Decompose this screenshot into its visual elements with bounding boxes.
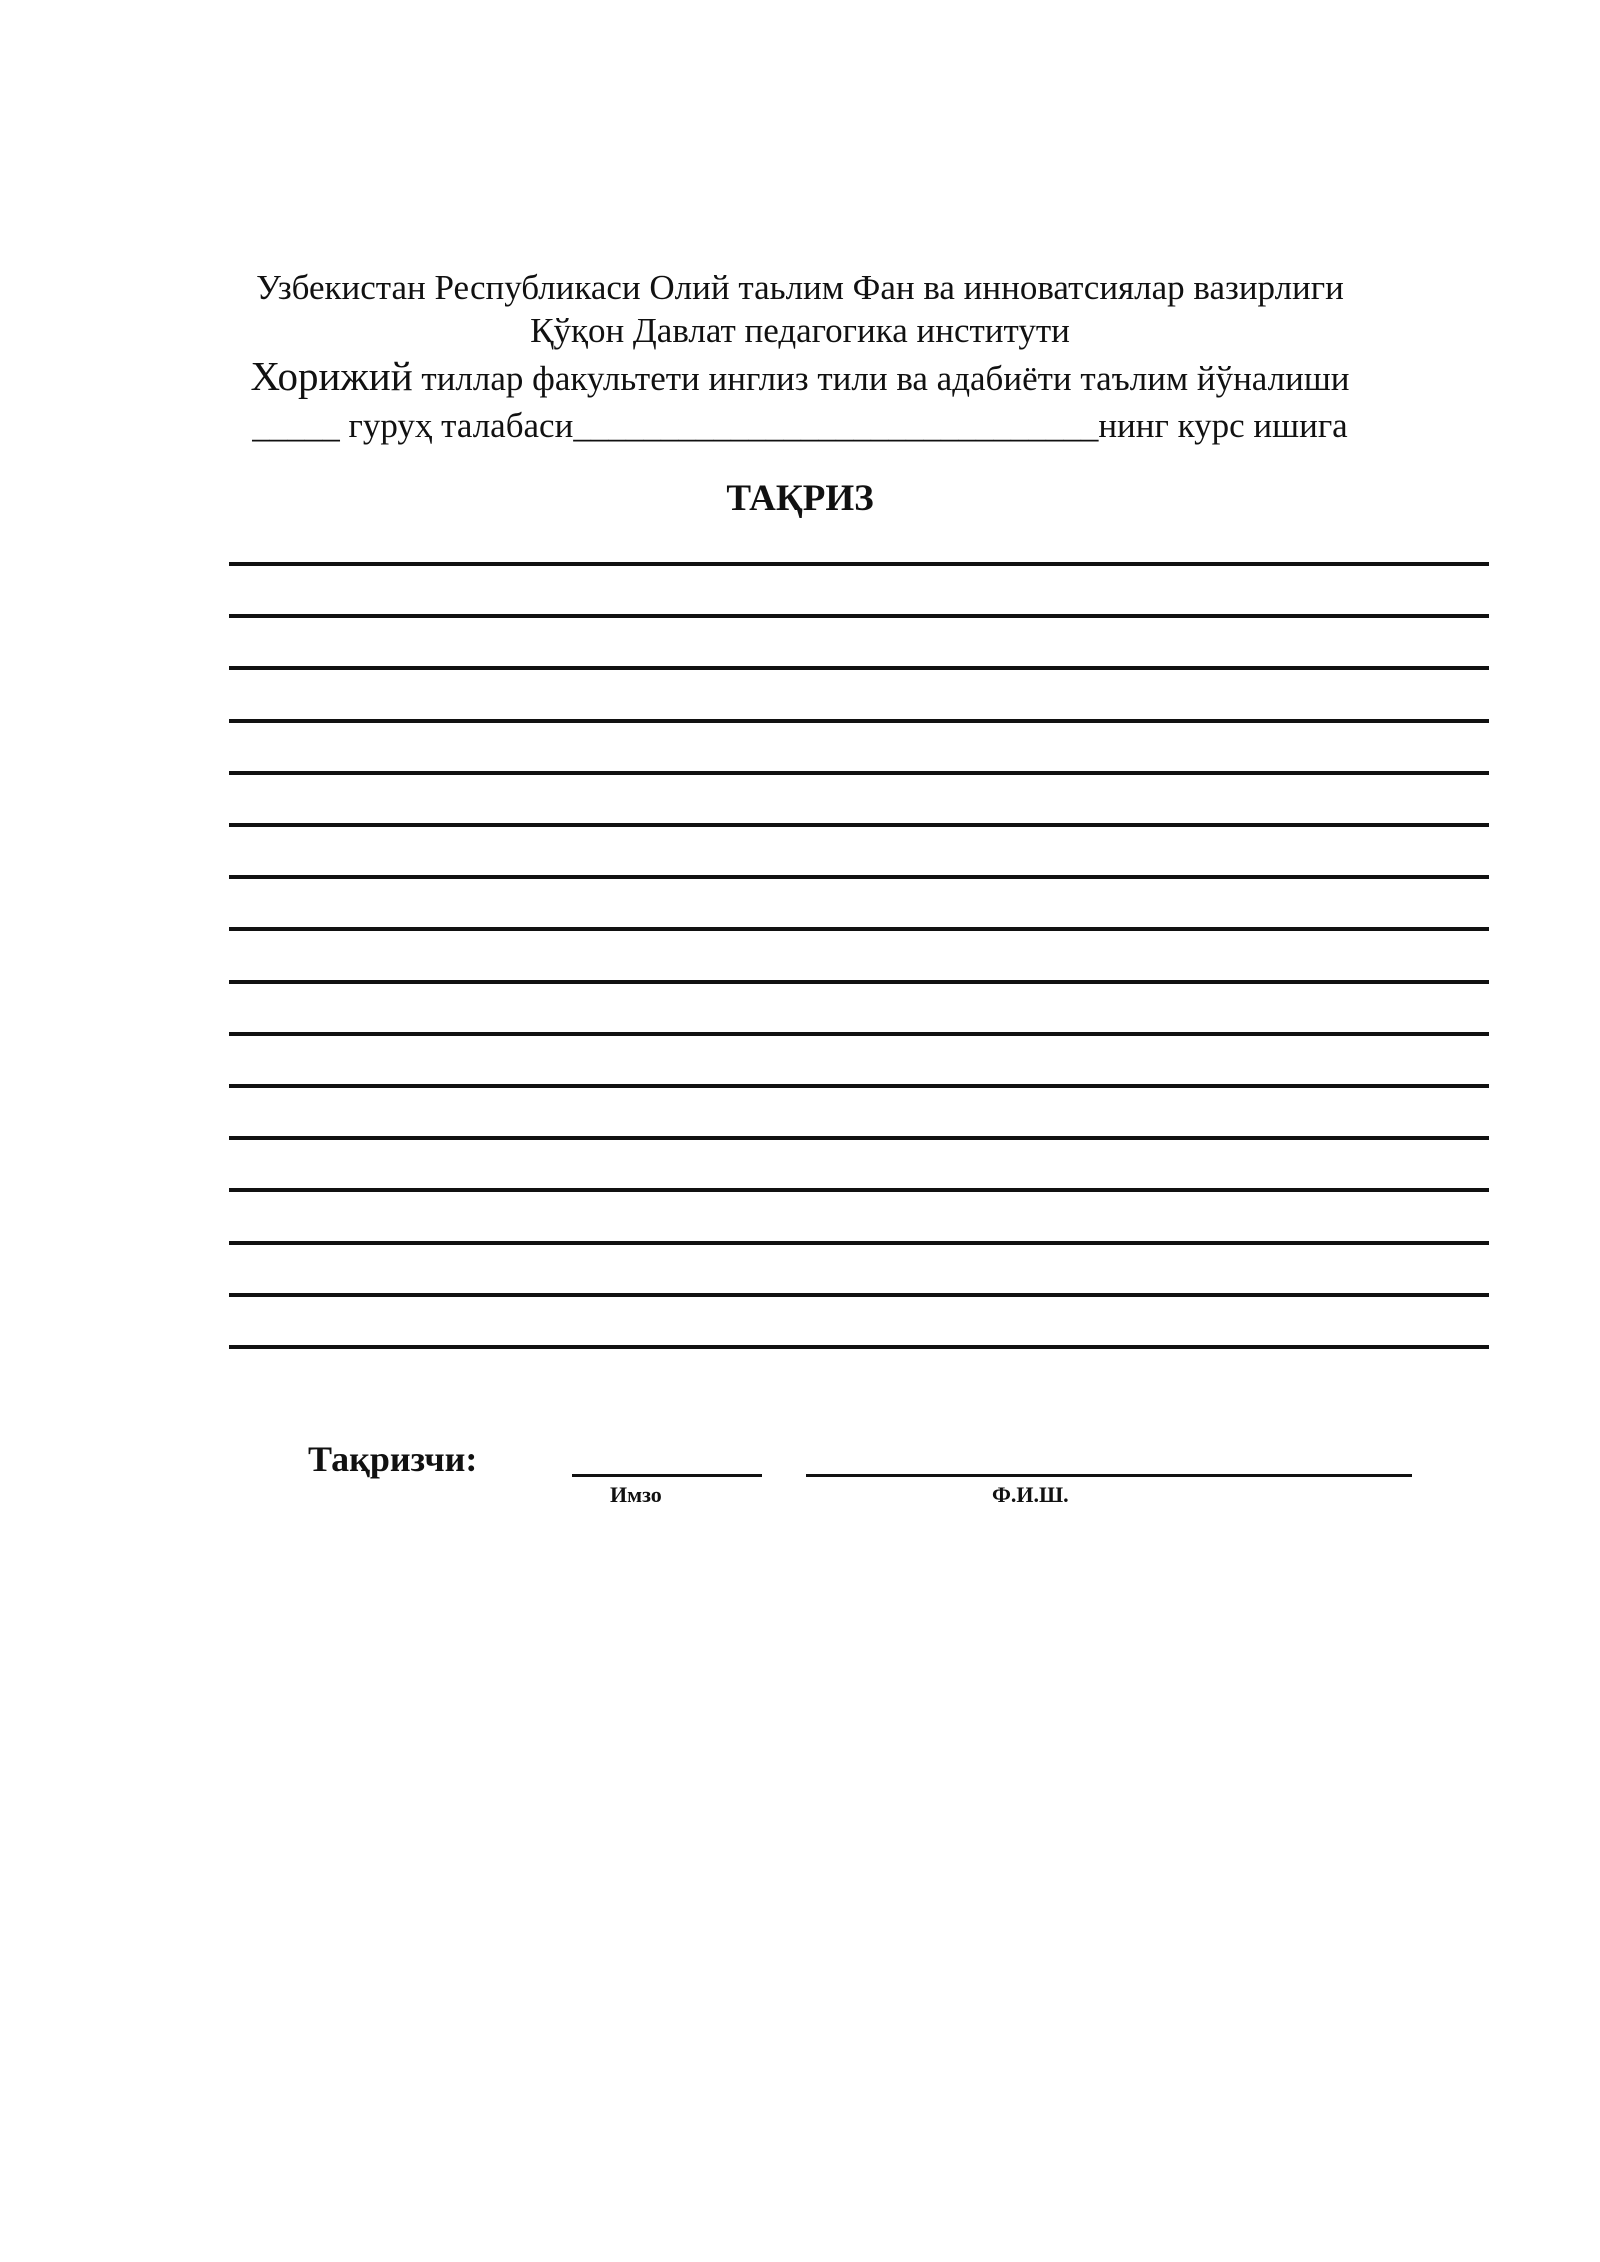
review-line[interactable] — [229, 719, 1489, 723]
course-work-text: нинг курс ишига — [1098, 406, 1348, 445]
review-line[interactable] — [229, 1241, 1489, 1245]
review-line[interactable] — [229, 1188, 1489, 1192]
name-line[interactable] — [806, 1474, 1412, 1477]
group-text: гуруҳ талабаси — [339, 406, 574, 445]
reviewer-label: Тақризчи: — [308, 1439, 478, 1479]
review-line[interactable] — [229, 875, 1489, 879]
review-line[interactable] — [229, 562, 1489, 566]
review-line[interactable] — [229, 1136, 1489, 1140]
review-line[interactable] — [229, 927, 1489, 931]
student-name-blank[interactable]: ______________________________ — [573, 406, 1099, 445]
review-line[interactable] — [229, 666, 1489, 670]
signature-caption: Имзо — [610, 1482, 662, 1507]
group-blank[interactable]: _____ — [252, 406, 340, 445]
review-line[interactable] — [229, 1293, 1489, 1297]
faculty-first-word: Хорижий — [250, 353, 413, 399]
signature-line[interactable] — [572, 1474, 762, 1477]
faculty-rest: тиллар факультети инглиз тили ва адабиёти таълим йўналиши — [412, 359, 1350, 398]
review-line[interactable] — [229, 771, 1489, 775]
review-line[interactable] — [229, 823, 1489, 827]
ministry-heading: Узбекистан Республикаси Олий таьлим Фан ва инноватсиялар вазирлиги — [256, 268, 1344, 307]
faculty-heading — [0, 353, 1600, 399]
review-line[interactable] — [229, 1345, 1489, 1349]
review-line[interactable] — [229, 614, 1489, 618]
student-line — [0, 408, 1600, 443]
review-line[interactable] — [229, 1084, 1489, 1088]
document-title: ТАҚРИЗ — [726, 478, 874, 519]
review-line[interactable] — [229, 1032, 1489, 1036]
review-line[interactable] — [229, 980, 1489, 984]
institute-heading: Қўқон Давлат педагогика институти — [530, 311, 1070, 350]
name-caption: Ф.И.Ш. — [992, 1482, 1069, 1507]
